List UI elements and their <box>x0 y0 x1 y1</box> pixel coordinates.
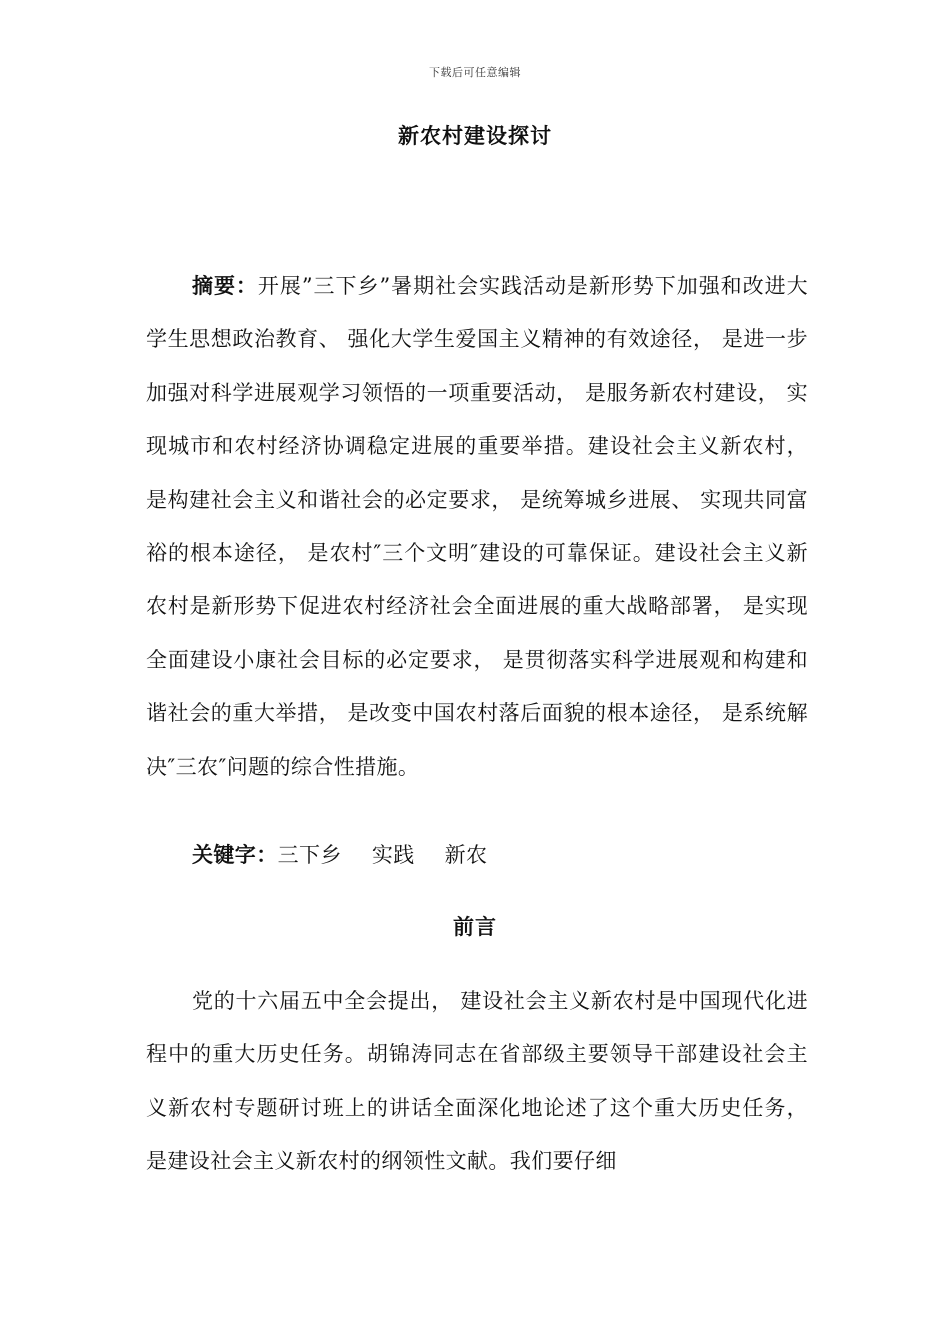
keywords-line <box>146 828 808 882</box>
keyword-item: 新农 <box>444 843 488 867</box>
section-heading-preface: 前言 <box>453 914 497 939</box>
intro-paragraph: 党的十六届五中全会提出， 建设社会主义新农村是中国现代化进程中的重大历史任务。胡锦涛同志在省部级主要领导干部建设社会主义新农村专题研讨班上的讲话全面深化地论述了这个重大历史任务， 是建设社会主义新农村的纲领性文献。我们要仔细 <box>146 989 808 1174</box>
document-title: 新农村建设探讨 <box>398 123 552 148</box>
keywords-label: 关键字： <box>192 842 278 867</box>
abstract-paragraph <box>146 259 808 794</box>
keyword-item: 实践 <box>371 843 415 867</box>
keyword-item: 三下乡 <box>277 843 342 867</box>
abstract-label: 摘要： <box>192 273 258 298</box>
abstract-text: 开展”三下乡”暑期社会实践活动是新形势下加强和改进大学生思想政治教育、 强化大学生爱国主义精神的有效途径， 是进一步加强对科学进展观学习领悟的一项重要活动， 是服务新农村建设， 实现城市和农村经济协调稳定进展的重要举措。建设社会主义新农村， 是构建社会主义和谐社会的必定要求， 是统筹城乡进展、 实现共同富裕的根本途径， 是农村″三个文明″建设的可靠保证。建设社会主义新农村是新形势下促进农村经济社会全面进展的重大战略部署， 是实现全面建设小康社会目标的必定要求， 是贯彻落实科学进展观和构建和谐社会的重大举措， 是改变中国农村落后面貌的根本途径， 是系统解决″三农″问题的综合性措施。 <box>146 274 808 779</box>
page-header-note: 下载后可任意编辑 <box>429 66 521 79</box>
